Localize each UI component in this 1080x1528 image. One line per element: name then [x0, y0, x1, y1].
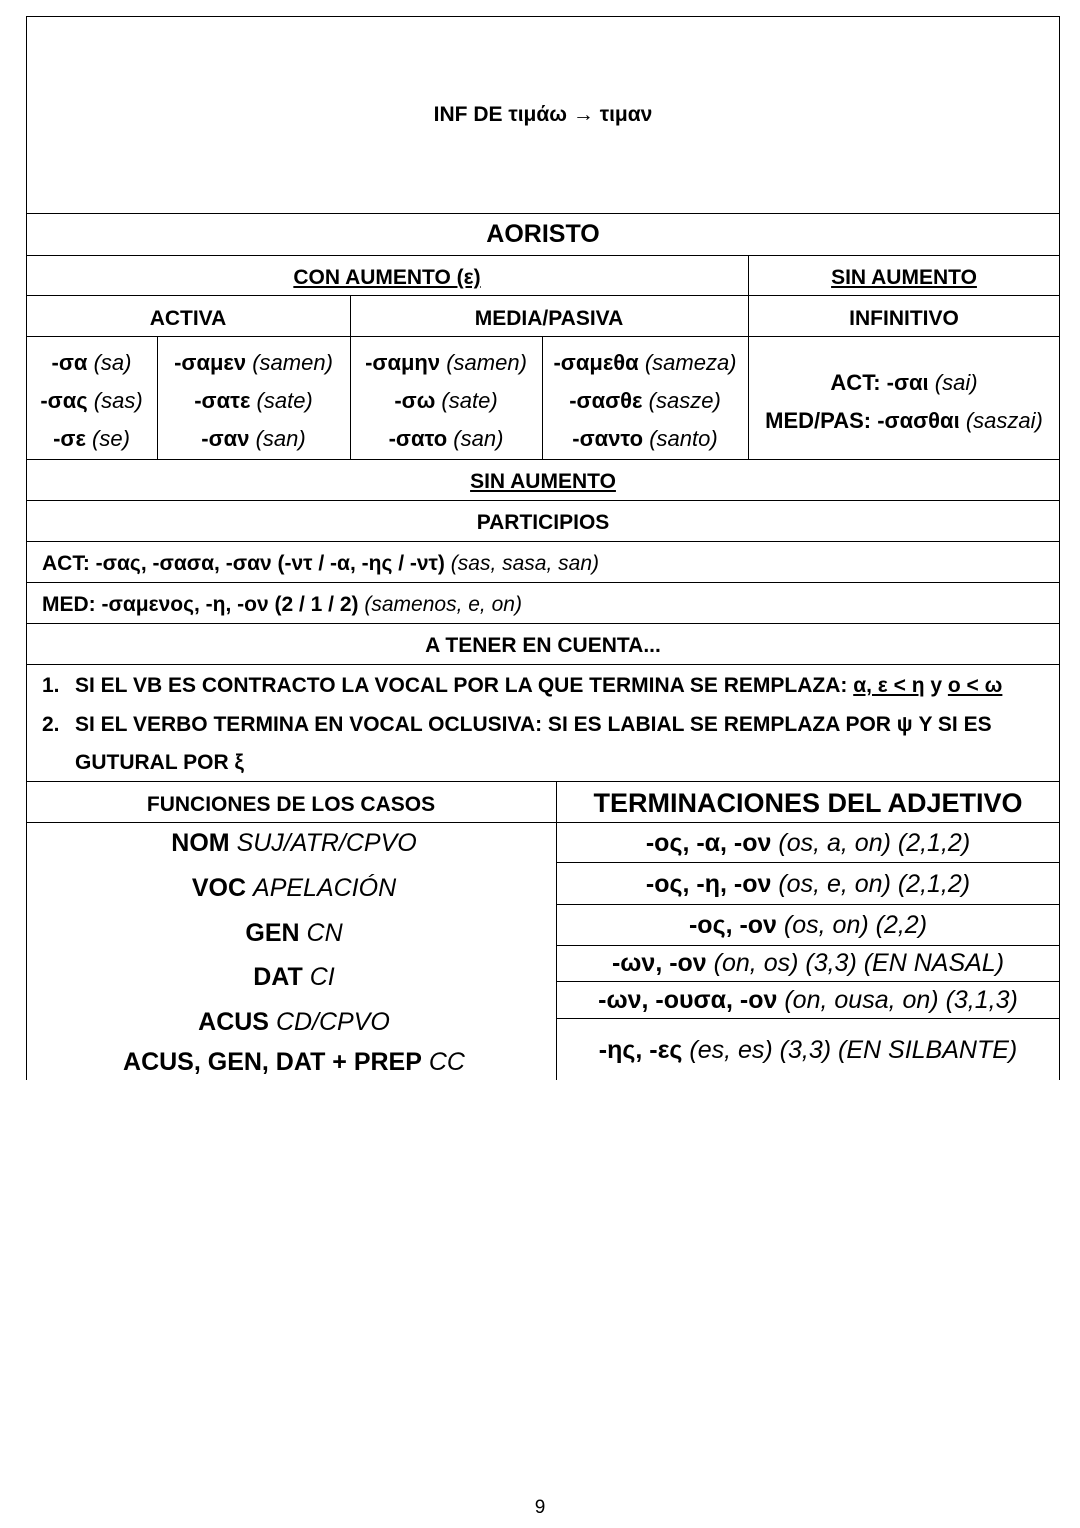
notes-title-text: A TENER EN CUENTA...	[425, 634, 661, 657]
participio-act-tr: (sas, sasa, san)	[450, 552, 599, 575]
activa-text: ACTIVA	[149, 306, 227, 330]
infinitive-med: MED/PAS: -σασθαι (saszai)	[765, 408, 1043, 433]
ending-row: -σε (se)	[53, 426, 130, 451]
adjective-row: -ος, -η, -ον (os, e, on) (2,1,2)	[645, 869, 971, 898]
media-singular-endings	[350, 344, 542, 458]
participios-sin-aumento-text: SIN AUMENTO	[470, 470, 616, 493]
note-item-2-cont	[75, 751, 975, 781]
note-item-1	[42, 674, 1052, 704]
ending-row: -σατο (san)	[388, 426, 504, 451]
adjective-row: -ων, -ον (on, os) (3,3) (EN NASAL)	[611, 949, 1005, 977]
ending-row: -σα (sa)	[51, 350, 132, 375]
ending-row: -σασθε (sasze)	[569, 388, 721, 413]
adjective-row: -ης, -ες (es, es) (3,3) (EN SILBANTE)	[598, 1035, 1018, 1064]
participio-med	[42, 585, 1042, 625]
aoristo-title	[26, 213, 1060, 255]
ending-row: -σας (sas)	[40, 388, 143, 413]
participio-med-label: MED: -σαμενος, -η, -ον (2 / 1 / 2)	[42, 593, 359, 616]
infinitivo-header	[748, 298, 1060, 339]
participio-act	[42, 544, 1042, 584]
sin-aumento-text: SIN AUMENTO	[831, 266, 977, 289]
infinitive-endings	[748, 364, 1060, 440]
ending-row: -σαντο (santo)	[572, 426, 718, 451]
participios-title	[26, 503, 1060, 543]
adjective-row: -ος, -ον (os, on) (2,2)	[688, 911, 928, 939]
media-plural-endings	[542, 344, 748, 458]
infinitive-act: ACT: -σαι (sai)	[830, 370, 978, 395]
note-1-underlined-a: α, ε < η	[853, 674, 925, 697]
casos-title-text: FUNCIONES DE LOS CASOS	[146, 793, 436, 816]
note-1-conjunction: y	[924, 674, 948, 697]
note-1-underlined-b: ο < ω	[947, 674, 1003, 697]
casos-title	[26, 785, 556, 825]
ending-row: -σω (sate)	[394, 388, 498, 413]
infinitive-title-text: INF DE τιμάω → τιμαν	[433, 102, 653, 126]
case-row: DAT CI	[253, 963, 335, 991]
participios-title-text: PARTICIPIOS	[476, 511, 610, 534]
ending-row: -σαμην (samen)	[365, 350, 527, 375]
con-aumento-text: CON AUMENTO (ε)	[293, 266, 481, 289]
note-2-text-line2: GUTURAL POR ξ	[75, 751, 244, 774]
adjetivo-title-text: TERMINACIONES DEL ADJETIVO	[593, 787, 1023, 818]
infinitive-title	[26, 16, 1060, 213]
participio-act-label: ACT: -σας, -σασα, -σαν (-ντ / -α, -ης / -ντ)	[42, 552, 445, 575]
page-number-text: 9	[534, 1497, 546, 1518]
case-row: GEN CN	[245, 919, 343, 947]
page-number	[520, 1494, 560, 1522]
ending-row: -σατε (sate)	[194, 388, 313, 413]
case-row: ACUS CD/CPVO	[198, 1008, 390, 1036]
case-row: NOM SUJ/ATR/CPVO	[171, 829, 417, 857]
participios-sin-aumento	[26, 462, 1060, 502]
note-2-text-line1: SI EL VERBO TERMINA EN VOCAL OCLUSIVA: SI ES LABIAL SE REMPLAZA POR ψ Y SI ES	[75, 713, 992, 736]
case-row: ACUS, GEN, DAT + PREP CC	[123, 1048, 465, 1076]
participio-med-tr: (samenos, e, on)	[364, 593, 522, 616]
infinitivo-text: INFINITIVO	[849, 306, 959, 330]
ending-row: -σαμεθα (sameza)	[553, 350, 737, 375]
notes-title	[26, 626, 1060, 666]
sin-aumento-header	[748, 258, 1060, 298]
activa-header	[26, 298, 350, 339]
con-aumento-header	[26, 258, 748, 298]
aoristo-title-text: AORISTO	[486, 219, 600, 248]
ending-row: -σαμεν (samen)	[174, 350, 333, 375]
ending-row: -σαν (san)	[201, 426, 306, 451]
media-pasiva-text: MEDIA/PASIVA	[474, 306, 624, 330]
note-1-number: 1.	[42, 674, 60, 697]
case-row: VOC APELACIÓN	[191, 874, 397, 902]
note-1-text: SI EL VB ES CONTRACTO LA VOCAL POR LA QUE TERMINA SE REMPLAZA:	[75, 674, 854, 697]
adjetivo-title	[556, 783, 1060, 823]
note-2-number: 2.	[42, 713, 60, 736]
activa-plural-endings	[157, 344, 350, 458]
adjective-row: -ος, -α, -ον (os, a, on) (2,1,2)	[645, 828, 971, 857]
note-item-2	[42, 713, 1052, 743]
activa-singular-endings	[26, 344, 157, 458]
adjective-row: -ων, -ουσα, -ον (on, ousa, on) (3,1,3)	[598, 985, 1018, 1014]
media-pasiva-header	[350, 298, 748, 339]
